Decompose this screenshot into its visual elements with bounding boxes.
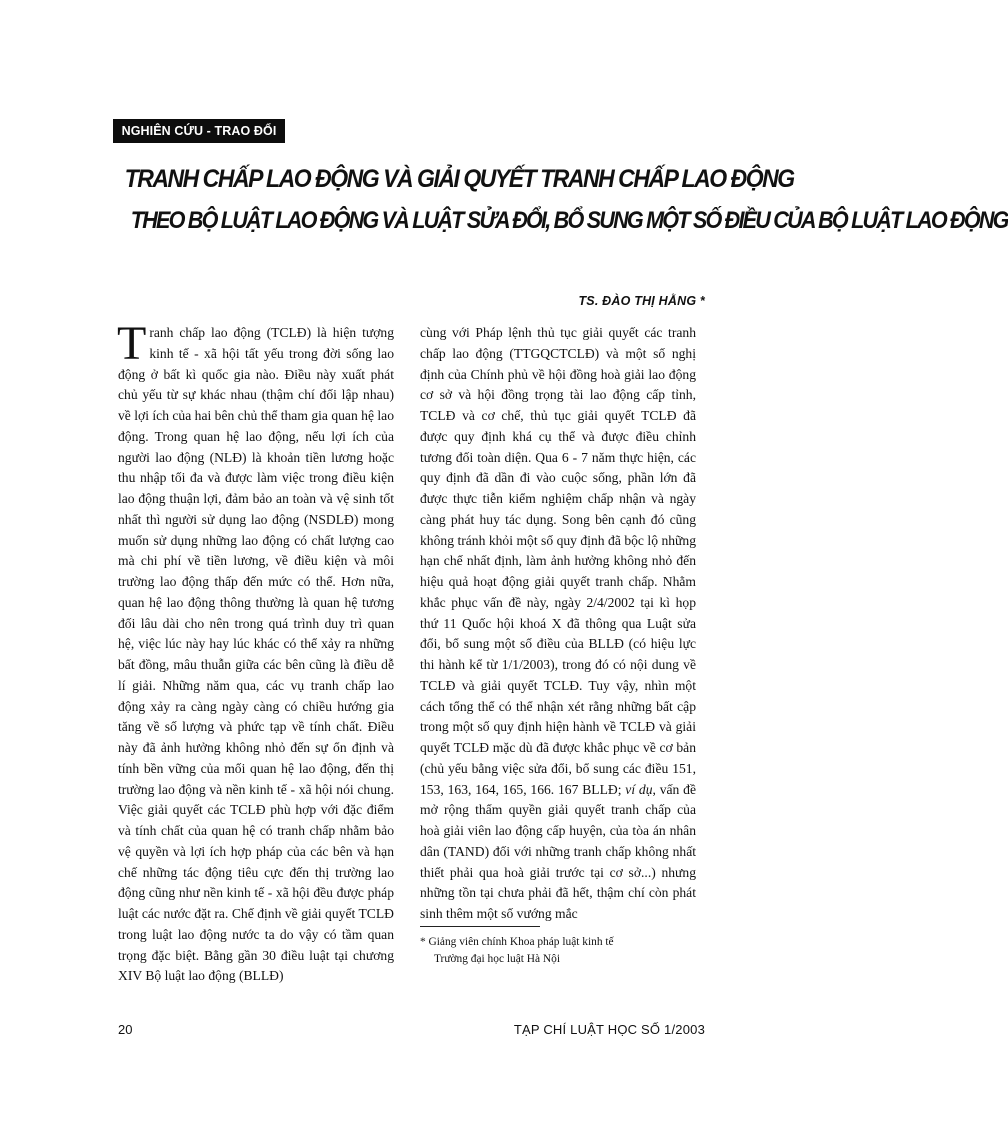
body-paragraph-left: [117, 317, 394, 987]
footnote-line-1: * Giảng viên chính Khoa pháp luật kinh tế: [420, 936, 614, 948]
footnote: [420, 934, 710, 967]
article-title-line-2: THEO BỘ LUẬT LAO ĐỘNG VÀ LUẬT SỬA ĐỔI, BỔ SUNG MỘT SỐ ĐIỀU CỦA BỘ LUẬT LAO ĐỘNG: [130, 207, 1008, 234]
journal-name: TẠP CHÍ LUẬT HỌC SỐ 1/2003: [513, 1022, 705, 1037]
author-name: TS. ĐÀO THỊ HẰNG *: [578, 294, 705, 308]
footnote-line-2: Trường đại học luật Hà Nội: [434, 952, 560, 965]
right-column-italic: ví dụ: [625, 781, 653, 797]
drop-cap: T: [117, 317, 147, 370]
body-column-left: [117, 317, 394, 987]
right-column-text-a: cùng với Pháp lệnh thủ tục giải quyết các tranh chấp lao động (TTGQCTCLĐ) và một số nghị định của Chính phủ về hội đồng hoà giải lao động cơ sở và hội đồng trọng tài lao động cấp tỉnh, TCLĐ và cơ chế, thủ tục giải quyết TCLĐ đã được quy định khá cụ thể và được điều chỉnh tương đối toàn diện. Qua 6 - 7 năm thực hiện, các quy định đã dần đi vào cuộc sống, phần lớn đã được thực tiễn kiểm nghiệm chấp nhận và ngày càng phát huy tác dụng. Song bên cạnh đó cũng không tránh khỏi một số quy định đã bộc lộ những hạn chế nhất định, làm ảnh hưởng không nhỏ đến hiệu quả hoạt động giải quyết tranh chấp. Nhằm khắc phục vấn đề này, ngày 2/4/2002 tại kì họp thứ 11 Quốc hội khoá X đã thông qua Luật sửa đổi, bổ sung một số điều của BLLĐ (có hiệu lực thi hành kể từ 1/1/2003), trong đó có nội dung về TCLĐ và giải quyết TCLĐ. Tuy vậy, nhìn một cách tổng thể có thể nhận xét rằng những bất cập trong một số quy định hiện hành về TCLĐ và giải quyết TCLĐ mặc dù đã được khắc phục về cơ bản (chủ yếu bằng việc sửa đổi, bổ sung các điều 151, 153, 163, 164, 165, 166. 167 BLLĐ;: [420, 325, 696, 797]
body-column-right: [420, 323, 696, 925]
left-column-text: ranh chấp lao động (TCLĐ) là hiện tượng kinh tế - xã hội tất yếu trong đời sống lao động ở bất kì quốc gia nào. Điều này xuất phát chủ yếu từ sự khác nhau (thậm chí đối lập nhau) về lợi ích của hai bên chủ thể tham gia quan hệ lao động. Trong quan hệ lao động, nếu lợi ích của người lao động (NLĐ) là khoản tiền lương hoặc thu nhập tối đa và được làm việc trong điều kiện lao động thuận lợi, đảm bảo an toàn và vệ sinh tốt nhất thì người sử dụng lao động (NSDLĐ) mong muốn sử dụng những lao động có chất lượng cao mà chi phí về tiền lương, về điều kiện và môi trường lao động thấp đến mức có thể. Hơn nữa, quan hệ lao động thông thường là quan hệ tương đối lâu dài cho nên trong quá trình duy trì quan hệ, việc lúc này hay lúc khác có thể xảy ra những bất đồng, mâu thuẫn giữa các bên cũng là điều dễ lí giải. Những năm qua, các vụ tranh chấp lao động xảy ra càng ngày càng có chiều hướng gia tăng về số lượng và phức tạp về tính chất. Điều này đã ảnh hưởng không nhỏ đến sự ổn định và tính bền vững của mối quan hệ lao động, đến thị trường lao động và nền kinh tế - xã hội nói chung. Việc giải quyết các TCLĐ phù hợp với đặc điểm và tính chất của quan hệ có tranh chấp nhằm bảo vệ quyền và lợi ích hợp pháp của các bên và hạn chế những tác động tiêu cực đến thị trường lao động cũng như nền kinh tế - xã hội đều được pháp luật các nước đặt ra. Chế định về giải quyết TCLĐ trong luật lao động nước ta do vậy có tầm quan trọng đặc biệt. Bằng gần 30 điều luật tại chương XIV Bộ luật lao động (BLLĐ): [118, 325, 394, 984]
body-paragraph-right: [420, 323, 696, 925]
article-title-line-1: TRANH CHẤP LAO ĐỘNG VÀ GIẢI QUYẾT TRANH CHẤP LAO ĐỘNG: [124, 165, 794, 193]
page-number: 20: [118, 1022, 133, 1037]
footnote-divider: [420, 926, 540, 927]
right-column-text-b: , vấn đề mở rộng thẩm quyền giải quyết tranh chấp của hoà giải viên lao động cấp huyện, của tòa án nhân dân (TAND) đối với những tranh chấp không nhất thiết phải qua hoà giải trước tại cơ sở...) nhưng những tồn tại chưa phải đã hết, thậm chí còn phát sinh thêm một số vướng mắc: [420, 781, 696, 921]
section-tag: NGHIÊN CỨU - TRAO ĐỔI: [113, 119, 285, 143]
